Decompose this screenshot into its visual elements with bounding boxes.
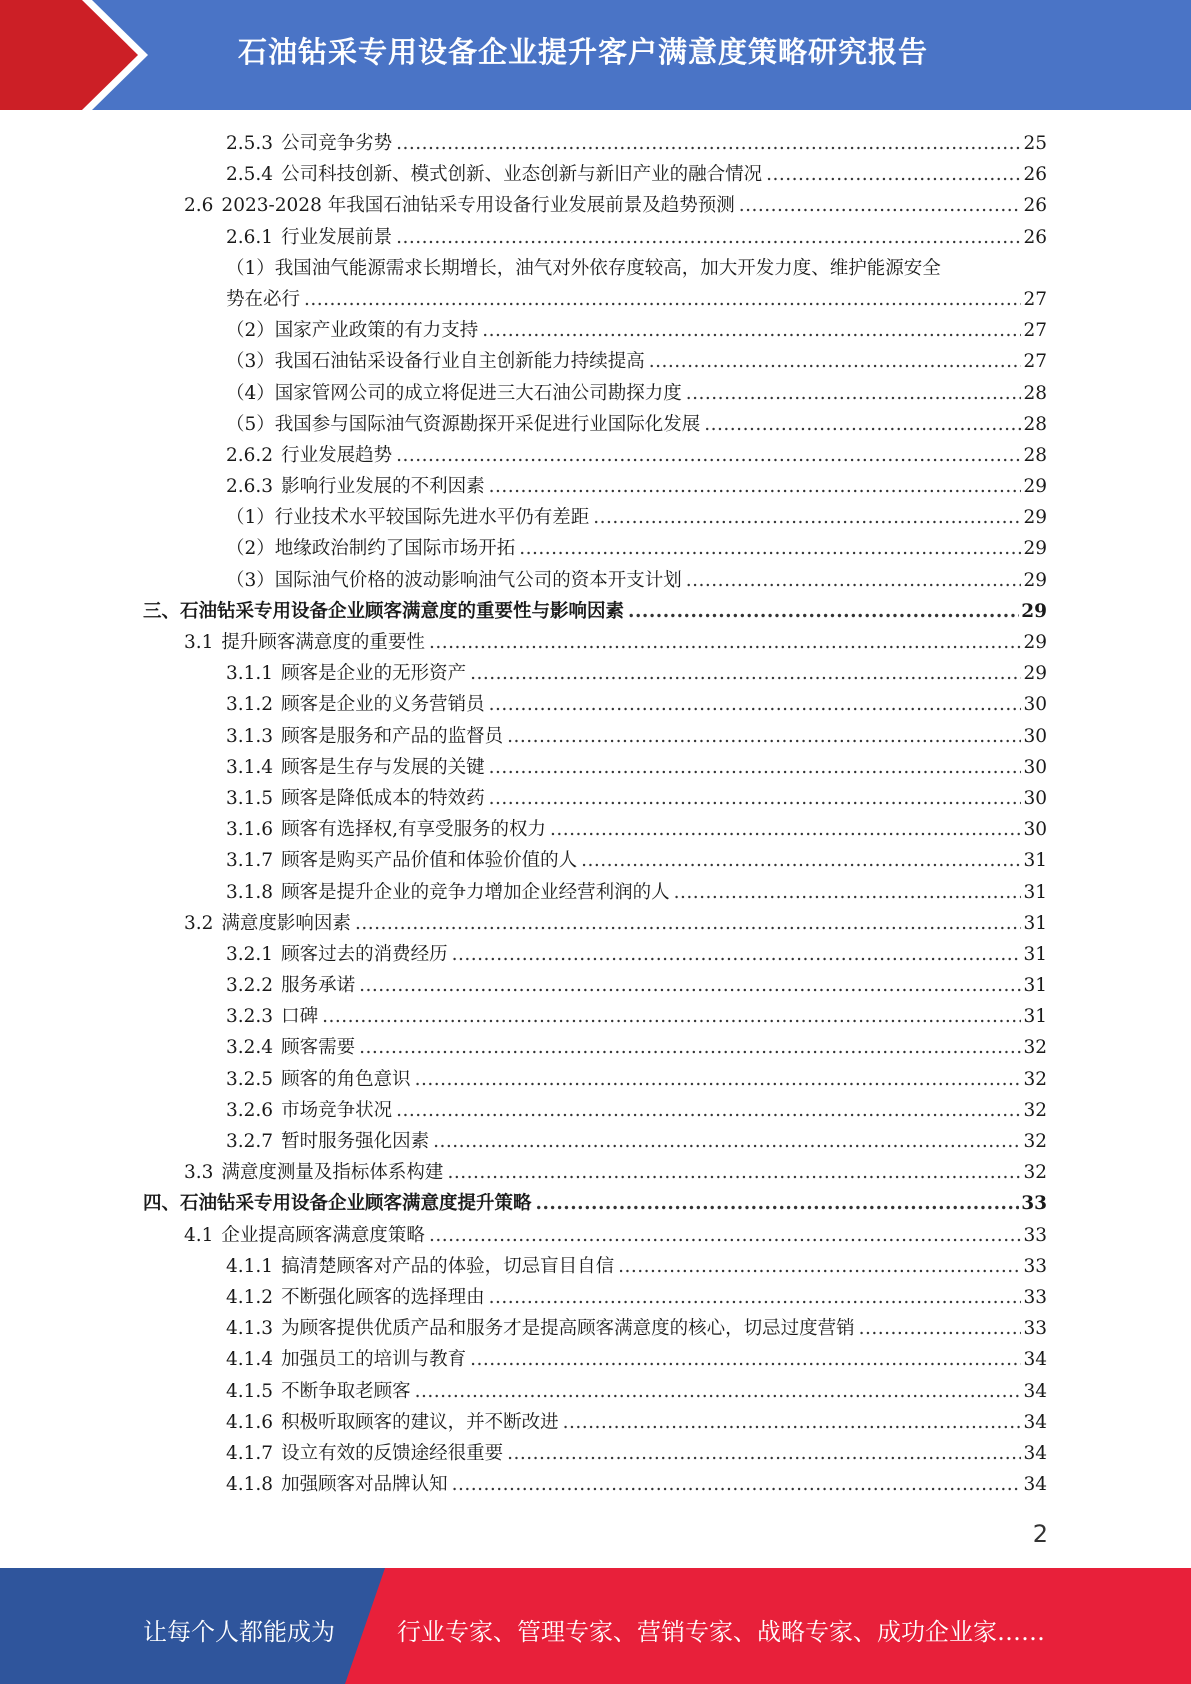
header-arrow-graphic xyxy=(0,0,160,110)
toc-entry-text: 口碑 xyxy=(281,1006,319,1028)
toc-page-number: 29 xyxy=(1023,663,1047,685)
toc-entry[interactable] xyxy=(0,1282,1191,1313)
toc-leader-dots xyxy=(470,658,1021,689)
toc-page-number: 31 xyxy=(1023,912,1047,934)
toc-section-number: 3.1.7 xyxy=(226,850,274,872)
toc-page-number: 34 xyxy=(1023,1349,1047,1371)
toc-leader-dots xyxy=(429,1220,1022,1251)
toc-page-number: 29 xyxy=(1023,632,1047,653)
toc-page-number: 34 xyxy=(1023,1380,1047,1402)
toc-entry[interactable] xyxy=(0,502,1191,533)
toc-section-number: 4.1.2 xyxy=(226,1286,274,1308)
toc-entry[interactable] xyxy=(0,814,1191,845)
toc-page-number: 31 xyxy=(1023,850,1047,872)
toc-entry[interactable] xyxy=(0,409,1191,440)
toc-section-number: 4.1.4 xyxy=(226,1349,274,1371)
toc-section-number: 2.5.3 xyxy=(226,133,274,154)
toc-entry-text: 加强员工的培训与教育 xyxy=(281,1349,467,1371)
toc-entry-text: （2）地缘政治制约了国际市场开拓 xyxy=(226,538,516,560)
toc-page-number: 33 xyxy=(1023,1224,1047,1246)
toc-entry-text: 三、石油钻采专用设备企业顾客满意度的重要性与影响因素 xyxy=(143,600,625,622)
toc-section-number: 3.2.6 xyxy=(226,1099,274,1121)
toc-leader-dots xyxy=(489,752,1022,783)
toc-entry-text: 搞清楚顾客对产品的体验，切忌盲目自信 xyxy=(281,1255,615,1277)
toc-entry-text: （1）我国油气能源需求长期增长，油气对外依存度较高，加大开发力度、维护能源安全 xyxy=(226,257,941,279)
toc-entry[interactable] xyxy=(0,1376,1191,1407)
toc-section-number: 4.1 xyxy=(184,1224,214,1246)
toc-leader-dots xyxy=(429,627,1022,658)
toc-entry-text: 顾客有选择权,有享受服务的权力 xyxy=(281,819,546,841)
toc-entry-text: 顾客是企业的义务营销员 xyxy=(281,694,485,716)
footer-slogan-right: 行业专家、管理专家、营销专家、战略专家、成功企业家…… xyxy=(397,1618,1045,1646)
toc-leader-dots xyxy=(686,565,1022,596)
toc-entry-text: 顾客是服务和产品的监督员 xyxy=(281,725,504,747)
toc-entry-text: 不断争取老顾客 xyxy=(281,1380,411,1402)
toc-leader-dots xyxy=(415,1376,1022,1407)
toc-entry-text: 市场竞争状况 xyxy=(281,1099,393,1121)
toc-page-number: 25 xyxy=(1023,133,1047,154)
toc-section-number: 2.6.3 xyxy=(226,476,274,498)
toc-entry[interactable] xyxy=(0,627,1191,658)
toc-entry-text: 势在必行 xyxy=(226,288,301,310)
toc-page-number: 26 xyxy=(1023,226,1047,248)
toc-entry-text: 2023-2028 年我国石油钻采专用设备行业发展前景及趋势预测 xyxy=(221,195,735,217)
toc-leader-dots xyxy=(359,1032,1021,1063)
toc-page-number: 32 xyxy=(1023,1037,1047,1059)
toc-page-number: 34 xyxy=(1023,1411,1047,1433)
toc-entry[interactable] xyxy=(0,1157,1191,1188)
toc-section-number: 3.1.8 xyxy=(226,881,274,903)
toc-page-number: 32 xyxy=(1023,1162,1047,1184)
toc-section-number: 3.2 xyxy=(184,912,214,934)
toc-entry-text: （4）国家管网公司的成立将促进三大石油公司勘探力度 xyxy=(226,382,682,404)
toc-page-number: 30 xyxy=(1023,787,1047,809)
toc-entry-continuation[interactable] xyxy=(0,284,1191,315)
toc-leader-dots xyxy=(415,1064,1022,1095)
toc-page-number: 32 xyxy=(1023,1099,1047,1121)
toc-entry[interactable] xyxy=(0,752,1191,783)
toc-page-number: 32 xyxy=(1023,1068,1047,1090)
toc-page-number: 30 xyxy=(1023,819,1047,841)
toc-section-number: 4.1.3 xyxy=(226,1318,274,1340)
toc-page-number: 33 xyxy=(1023,1255,1047,1277)
toc-entry[interactable] xyxy=(0,1220,1191,1251)
toc-entry[interactable] xyxy=(0,253,1191,284)
toc-entry[interactable] xyxy=(0,440,1191,471)
toc-section-number: 2.6.2 xyxy=(226,444,274,466)
toc-entry[interactable] xyxy=(0,908,1191,939)
toc-page-number: 27 xyxy=(1023,351,1047,373)
toc-page-number: 32 xyxy=(1023,1131,1047,1152)
toc-section-number: 4.1.7 xyxy=(226,1442,274,1464)
toc-entry[interactable] xyxy=(0,1064,1191,1095)
toc-entry[interactable] xyxy=(0,128,1191,159)
toc-entry[interactable] xyxy=(0,1407,1191,1438)
toc-leader-dots xyxy=(507,1438,1021,1469)
toc-page-number: 34 xyxy=(1023,1474,1047,1496)
toc-leader-dots xyxy=(766,159,1021,190)
toc-leader-dots xyxy=(452,939,1022,970)
toc-section-number: 3.2.2 xyxy=(226,975,274,997)
toc-entry[interactable] xyxy=(0,1438,1191,1469)
toc-page-number: 31 xyxy=(1023,881,1047,903)
toc-leader-dots xyxy=(447,1157,1021,1188)
toc-page-number: 27 xyxy=(1023,320,1047,342)
toc-entry-text: 顾客的角色意识 xyxy=(281,1068,411,1090)
toc-entry[interactable] xyxy=(0,877,1191,908)
toc-section-number: 3.1 xyxy=(184,632,214,653)
toc-entry-text: 提升顾客满意度的重要性 xyxy=(221,632,425,653)
toc-leader-dots xyxy=(489,783,1022,814)
toc-entry[interactable] xyxy=(0,970,1191,1001)
toc-entry-text: （3）我国石油钻采设备行业自主创新能力持续提高 xyxy=(226,351,645,373)
toc-entry[interactable] xyxy=(0,721,1191,752)
toc-entry[interactable] xyxy=(0,378,1191,409)
toc-entry-text: 四、石油钻采专用设备企业顾客满意度提升策略 xyxy=(143,1193,532,1215)
toc-entry-text: 满意度测量及指标体系构建 xyxy=(221,1162,444,1184)
toc-leader-dots xyxy=(322,1001,1021,1032)
toc-entry[interactable] xyxy=(0,783,1191,814)
toc-leader-dots xyxy=(489,689,1022,720)
toc-section-number: 3.1.6 xyxy=(226,819,274,841)
toc-entry[interactable] xyxy=(0,1126,1191,1157)
toc-entry-text: 顾客是提升企业的竞争力增加企业经营利润的人 xyxy=(281,881,670,903)
toc-page-number: 27 xyxy=(1023,288,1047,310)
toc-entry[interactable] xyxy=(0,1344,1191,1375)
toc-leader-dots xyxy=(674,877,1022,908)
toc-entry[interactable] xyxy=(0,1001,1191,1032)
toc-page-number: 29 xyxy=(1023,507,1047,529)
toc-entry[interactable] xyxy=(0,1188,1191,1219)
toc-leader-dots xyxy=(304,284,1021,315)
toc-entry[interactable] xyxy=(0,471,1191,502)
toc-entry-text: （2）国家产业政策的有力支持 xyxy=(226,320,479,342)
page-header xyxy=(0,0,1191,110)
toc-leader-dots xyxy=(686,378,1022,409)
toc-leader-dots xyxy=(396,1095,1021,1126)
toc-entry-text: 暂时服务强化因素 xyxy=(281,1131,430,1152)
toc-leader-dots xyxy=(396,440,1021,471)
toc-page-number: 30 xyxy=(1023,694,1047,716)
toc-entry[interactable] xyxy=(0,845,1191,876)
toc-page-number: 29 xyxy=(1023,476,1047,498)
toc-entry[interactable] xyxy=(0,1032,1191,1063)
toc-section-number: 3.3 xyxy=(184,1162,214,1184)
toc-leader-dots xyxy=(470,1344,1021,1375)
toc-leader-dots xyxy=(489,471,1022,502)
toc-section-number: 3.1.4 xyxy=(226,756,274,778)
toc-section-number: 4.1.8 xyxy=(226,1474,274,1496)
toc-leader-dots xyxy=(536,1188,1020,1219)
toc-entry[interactable] xyxy=(0,1469,1191,1500)
toc-entry[interactable] xyxy=(0,1095,1191,1126)
toc-section-number: 3.2.7 xyxy=(226,1131,274,1152)
toc-leader-dots xyxy=(704,409,1021,440)
toc-leader-dots xyxy=(482,315,1021,346)
toc-leader-dots xyxy=(563,1407,1022,1438)
toc-leader-dots xyxy=(550,814,1021,845)
toc-entry[interactable] xyxy=(0,565,1191,596)
toc-leader-dots xyxy=(593,502,1021,533)
toc-entry[interactable] xyxy=(0,533,1191,564)
toc-section-number: 3.2.4 xyxy=(226,1037,274,1059)
toc-leader-dots xyxy=(359,970,1021,1001)
toc-section-number: 4.1.6 xyxy=(226,1411,274,1433)
toc-leader-dots xyxy=(452,1469,1022,1500)
toc-page-number: 33 xyxy=(1021,1193,1047,1215)
toc-leader-dots xyxy=(581,845,1021,876)
toc-entry-text: 积极听取顾客的建议，并不断改进 xyxy=(281,1411,559,1433)
toc-page-number: 28 xyxy=(1023,444,1047,466)
toc-leader-dots xyxy=(649,346,1022,377)
toc-page-number: 28 xyxy=(1023,413,1047,435)
toc-entry-text: 公司科技创新、模式创新、业态创新与新旧产业的融合情况 xyxy=(281,164,763,186)
toc-entry[interactable] xyxy=(0,1251,1191,1282)
toc-leader-dots xyxy=(859,1313,1022,1344)
toc-page-number: 33 xyxy=(1023,1286,1047,1308)
toc-entry-text: 顾客是生存与发展的关键 xyxy=(281,756,485,778)
toc-section-number: 4.1.5 xyxy=(226,1380,274,1402)
toc-section-number: 3.1.5 xyxy=(226,787,274,809)
toc-leader-dots xyxy=(396,128,1021,159)
toc-entry[interactable] xyxy=(0,315,1191,346)
toc-section-number: 3.2.1 xyxy=(226,943,274,965)
toc-entry[interactable] xyxy=(0,689,1191,720)
toc-entry-text: （1）行业技术水平较国际先进水平仍有差距 xyxy=(226,507,590,529)
toc-entry-text: 影响行业发展的不利因素 xyxy=(281,476,485,498)
toc-entry-text: 顾客过去的消费经历 xyxy=(281,943,448,965)
report-title: 石油钻采专用设备企业提升客户满意度策略研究报告 xyxy=(238,35,929,69)
toc-entry[interactable] xyxy=(0,658,1191,689)
toc-section-number: 3.1.1 xyxy=(226,663,274,685)
toc-page-number: 29 xyxy=(1021,600,1047,622)
toc-leader-dots xyxy=(396,222,1021,253)
footer-slogan-left: 让每个人都能成为 xyxy=(143,1618,335,1646)
toc-leader-dots xyxy=(507,721,1021,752)
toc-leader-dots xyxy=(355,908,1022,939)
toc-section-number: 3.1.3 xyxy=(226,725,274,747)
toc-entry-text: 企业提高顾客满意度策略 xyxy=(221,1224,425,1246)
toc-entry-text: 设立有效的反馈途经很重要 xyxy=(281,1442,504,1464)
toc-entry-text: 不断强化顾客的选择理由 xyxy=(281,1286,485,1308)
toc-page-number: 29 xyxy=(1023,538,1047,560)
toc-entry[interactable] xyxy=(0,190,1191,221)
toc-entry-text: 顾客是降低成本的特效药 xyxy=(281,787,485,809)
toc-leader-dots xyxy=(489,1282,1022,1313)
toc-leader-dots xyxy=(519,533,1021,564)
toc-section-number: 2.6 xyxy=(184,195,214,217)
toc-entry-text: 满意度影响因素 xyxy=(221,912,351,934)
toc-page-number: 31 xyxy=(1023,1006,1047,1028)
toc-leader-dots xyxy=(739,190,1022,221)
toc-entry-text: （5）我国参与国际油气资源勘探开采促进行业国际化发展 xyxy=(226,413,701,435)
toc-entry[interactable] xyxy=(0,346,1191,377)
toc-page-number: 31 xyxy=(1023,943,1047,965)
toc-page-number: 31 xyxy=(1023,975,1047,997)
toc-section-number: 3.2.5 xyxy=(226,1068,274,1090)
page-footer xyxy=(0,1568,1191,1684)
toc-entry-text: 行业发展前景 xyxy=(281,226,393,248)
toc-leader-dots xyxy=(433,1126,1021,1157)
toc-page-number: 29 xyxy=(1023,569,1047,591)
page-number: 2 xyxy=(1032,1520,1048,1548)
toc-page-number: 26 xyxy=(1023,195,1047,217)
toc-page-number: 30 xyxy=(1023,725,1047,747)
toc-page-number: 34 xyxy=(1023,1442,1047,1464)
toc-entry-text: 加强顾客对品牌认知 xyxy=(281,1474,448,1496)
toc-leader-dots xyxy=(628,596,1019,627)
toc-section-number: 4.1.1 xyxy=(226,1255,274,1277)
table-of-contents xyxy=(0,128,1191,1500)
toc-entry-text: 服务承诺 xyxy=(281,975,356,997)
toc-entry[interactable] xyxy=(0,159,1191,190)
toc-section-number: 2.5.4 xyxy=(226,164,274,186)
toc-section-number: 3.1.2 xyxy=(226,694,274,716)
toc-leader-dots xyxy=(618,1251,1021,1282)
toc-entry[interactable] xyxy=(0,939,1191,970)
toc-entry-text: 公司竞争劣势 xyxy=(281,133,393,154)
toc-entry-text: 顾客是企业的无形资产 xyxy=(281,663,467,685)
toc-entry-text: （3）国际油气价格的波动影响油气公司的资本开支计划 xyxy=(226,569,682,591)
toc-page-number: 33 xyxy=(1023,1318,1047,1340)
toc-entry-text: 行业发展趋势 xyxy=(281,444,393,466)
toc-section-number: 2.6.1 xyxy=(226,226,274,248)
toc-entry-text: 顾客是购买产品价值和体验价值的人 xyxy=(281,850,578,872)
toc-section-number: 3.2.3 xyxy=(226,1006,274,1028)
toc-page-number: 26 xyxy=(1023,164,1047,186)
toc-entry-text: 顾客需要 xyxy=(281,1037,356,1059)
toc-entry[interactable] xyxy=(0,222,1191,253)
toc-entry[interactable] xyxy=(0,596,1191,627)
toc-page-number: 30 xyxy=(1023,756,1047,778)
toc-entry-text: 为顾客提供优质产品和服务才是提高顾客满意度的核心，切忌过度营销 xyxy=(281,1318,855,1340)
toc-entry[interactable] xyxy=(0,1313,1191,1344)
toc-page-number: 28 xyxy=(1023,382,1047,404)
